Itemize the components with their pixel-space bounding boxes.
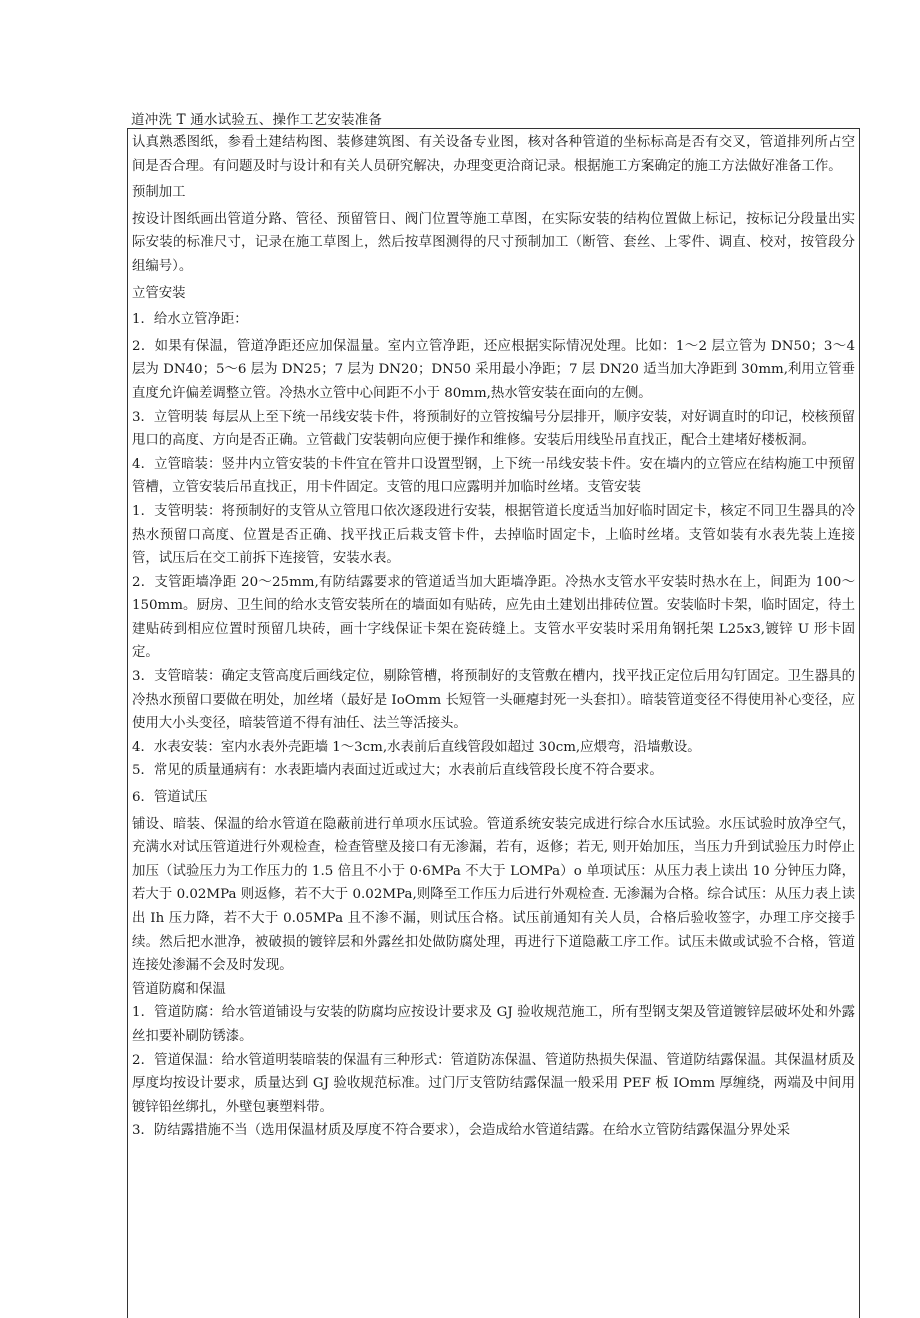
heading-pressure-test: 6．管道试压 bbox=[132, 790, 208, 806]
paragraph-riser-4: 4．立管暗装：竖井内立管安装的卡件宜在管井口设置型钢，上下统一吊线安装卡件。安在墙内的立管应在结构施工中预留管槽，立管安装后吊直找正，用卡件固定。支管的甩口应露明并加临时丝堵。支管安装 bbox=[132, 456, 855, 496]
paragraph-defects-5: 5．常见的质量通病有：水表距墙内表面过近或过大；水表前后直线管段长度不符合要求。 bbox=[132, 763, 663, 779]
content-box bbox=[127, 128, 860, 1318]
paragraph-prefab: 按设计图纸画出管道分路、管径、预留管日、阀门位置等施工草图，在实际安装的结构位置做上标记，按标记分段量出实际安装的标准尺寸，记录在施工草图上，然后按草图测得的尺寸预制加工（断管、套丝、上零件、调直、校对，按管段分组编号）。 bbox=[132, 211, 855, 274]
paragraph-pressure-test: 铺设、暗装、保温的给水管道在隐蔽前进行单项水压试验。管道系统安装完成进行综合水压试验。水压试验时放净空气，充满水对试压管道进行外观检查，检查管壁及接口有无渗漏，若有，返修；若无, 则开始加压，当压力升到试验压力时停止加压（试验压力为工作压力的 1.5 倍且不小于 0·6MPa 不大于 LOMPa）o 单项试压：从压力表上读出 10 分钟压力降，若大于 0.02MPa 则返修，若不大于 0.02MPa,则降至工作压力后进行外观检查. 无渗漏为合格。综合试压：从压力表上读出 Ih 压力降，若不大于 0.05MPa 且不渗不漏，则试压合格。试压前通知有关人员，合格后验收签字，办理工序交接手续。然后把水泄净，被破损的镀锌层和外露丝扣处做防腐处理，再进行下道隐蔽工序工作。试压未做或试验不合格，管道连接处渗漏不会及时发现。 bbox=[132, 816, 855, 974]
paragraph-branch-1: 1．支管明装：将预制好的支管从立管甩口依次逐段进行安装，根据管道长度适当加好临时固定卡，核定不同卫生器具的冷热水预留口高度、位置是否正确、找平找正后栽支管卡件，去掉临时固定卡，上临时丝堵。支管如装有水表先装上连接管，试压后在交工前拆下连接管，安装水表。 bbox=[132, 503, 855, 567]
paragraph-condensation-3: 3．防结露措施不当（选用保温材质及厚度不符合要求），会造成给水管道结露。在给水立管防结露保温分界处采 bbox=[132, 1123, 790, 1139]
paragraph-install-prep: 认真熟悉图纸，参看土建结构图、装修建筑图、有关设备专业图，核对各种管道的坐标标高是否有交叉，管道排列所占空间是否合理。有问题及时与设计和有关人员研究解决，办理变更洽商记录。根据施工方案确定的施工方法做好准备工作。 bbox=[132, 135, 855, 174]
paragraph-riser-1: 1．给水立管净距： bbox=[132, 312, 248, 328]
paragraph-branch-3: 3．支管暗装：确定支管高度后画线定位，剔除管槽，将预制好的支管敷在槽内，找平找正定位后用勾钉固定。卫生器具的冷热水预留口要做在明处，加丝堵（最好是 IoOmm 长短管一头砸瘪封死一头套扣）。暗装管道变径不得使用补心变径，应使用大小头变径，暗装管道不得有油任、法兰等活接头。 bbox=[132, 669, 855, 732]
paragraph-meter-4: 4．水表安装：室内水表外壳距墙 1～3cm,水表前后直线管段如超过 30cm,应煨弯，沿墙敷设。 bbox=[132, 739, 701, 755]
paragraph-riser-2: 2．如果有保温，管道净距还应加保温量。室内立管净距，还应根据实际情况处理。比如：1～2 层立管为 DN50；3～4 层为 DN40；5～6 层为 DN25；7 层为 DN20；DN50 采用最小净距；7 层 DN20 适当加大净距到 30mm,利用立管垂直度允许偏差调整立管。冷热水立管中心间距不小于 80mm,热水管安装在面向的左侧。 bbox=[132, 338, 855, 401]
paragraph-branch-2: 2．支管距墙净距 20～25mm,有防结露要求的管道适当加大距墙净距。冷热水支管水平安装时热水在上，间距为 100～150mm。厨房、卫生间的给水支管安装所在的墙面如有贴砖，应先由土建划出排砖位置。安装临时卡架，临时固定，待土建贴砖到相应位置时预留几块砖，画十字线保证卡架在瓷砖缝上。支管水平安装时采用角钢托架 L25x3,镀锌 U 形卡固定。 bbox=[132, 574, 855, 661]
paragraph-riser-3: 3．立管明装 每层从上至下统一吊线安装卡件，将预制好的立管按编号分层排开，顺序安装，对好调直时的印记，校核预留甩口的高度、方向是否正确。立管截门安装朝向应便于操作和维修。安装后用线坠吊直找正，配合土建堵好楼板洞。 bbox=[132, 409, 855, 449]
page-header: 道冲洗 T 通水试验五、操作工艺安装准备 bbox=[131, 112, 383, 128]
paragraph-anticorrosion-1: 1．管道防腐：给水管道铺设与安装的防腐均应按设计要求及 GJ 验收规范施工，所有型钢支架及管道镀锌层破坏处和外露丝扣要补刷防锈漆。 bbox=[132, 1005, 855, 1044]
heading-prefab: 预制加工 bbox=[132, 185, 186, 201]
paragraph-insulation-2: 2．管道保温：给水管道明装暗装的保温有三种形式：管道防冻保温、管道防热损失保温、管道防结露保温。其保温材质及厚度均按设计要求，质量达到 GJ 验收规范标准。过门厅支管防结露保温一般采用 PEF 板 IOmm 厚缠绕，两端及中间用镀锌铅丝绑扎，外壁包裹塑料带。 bbox=[132, 1052, 855, 1115]
heading-riser-install: 立管安装 bbox=[132, 285, 186, 301]
heading-anticorrosion: 管道防腐和保温 bbox=[132, 981, 226, 997]
